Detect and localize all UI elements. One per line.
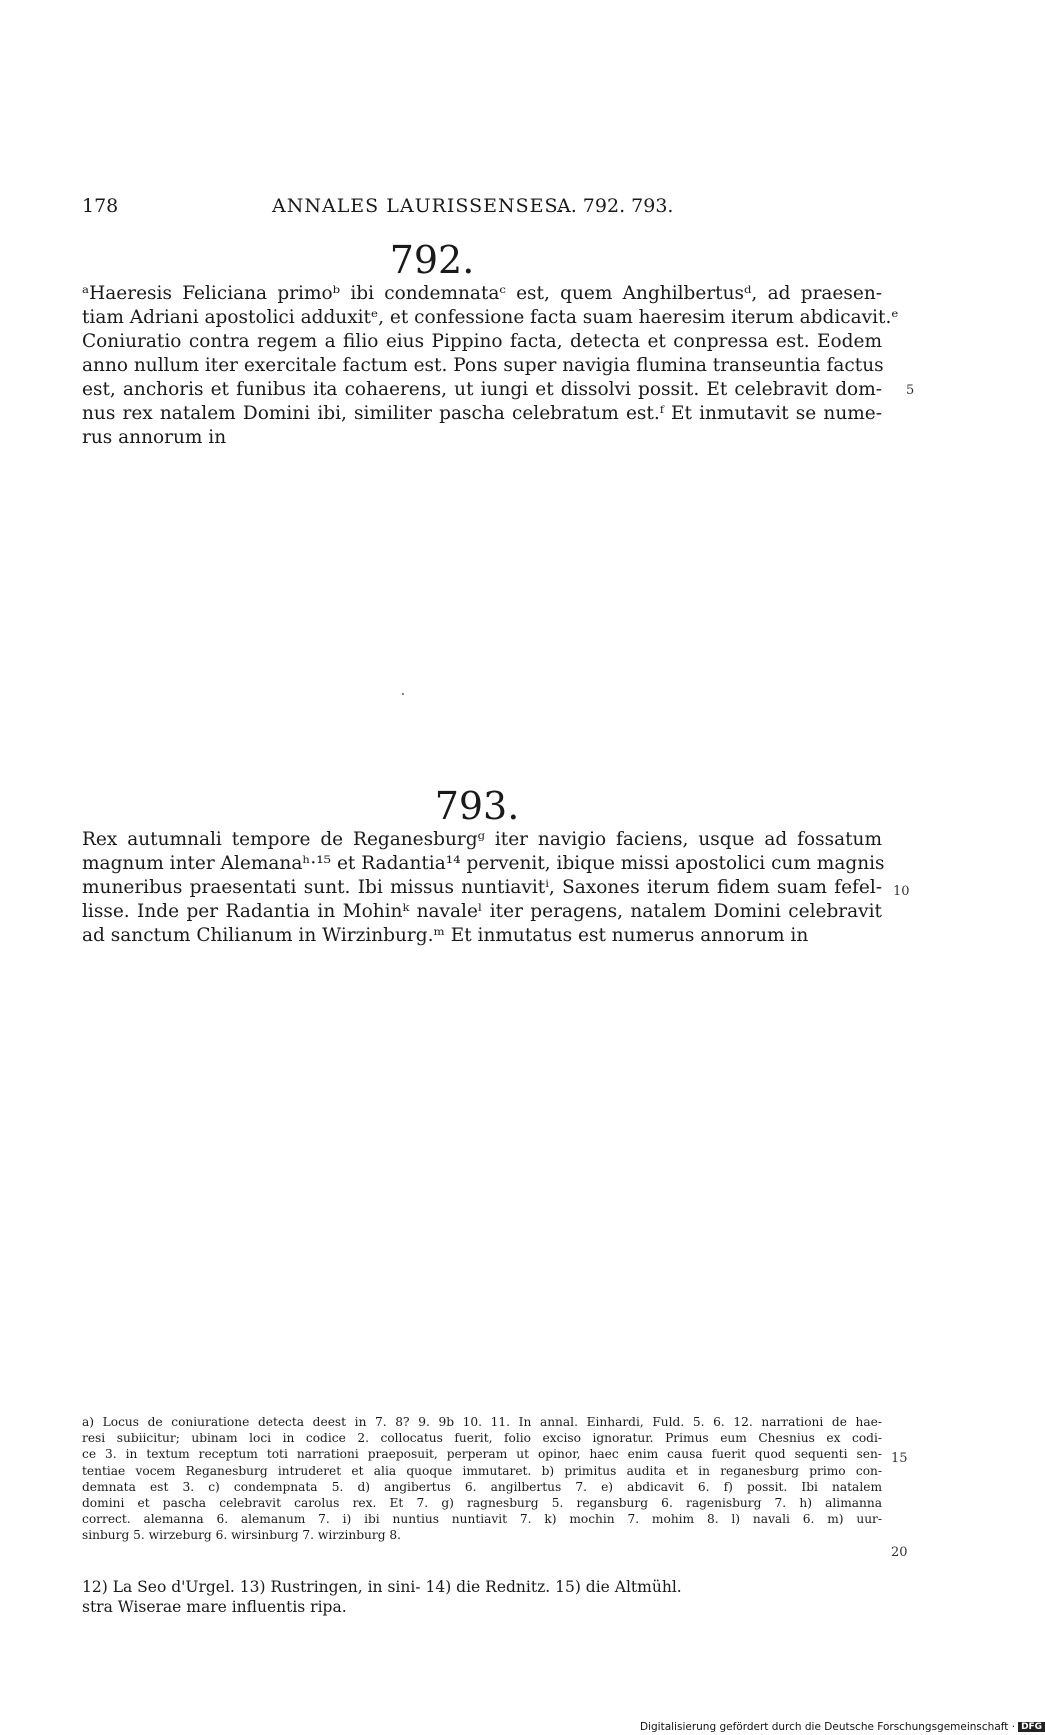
text-line: rus annorum in <box>82 427 227 448</box>
text-line: ᵃHaeresis Feliciana primoᵇ ibi condemnataᶜ est, quem Anghilbertusᵈ, ad praesen- <box>82 283 882 304</box>
year-heading-793: 793. <box>434 784 520 828</box>
text-line: tiam Adriani apostolici adduxitᵉ, et confessione facta suam haeresim iterum abdicavit.ᵉ <box>82 307 899 328</box>
text-line: anno nullum iter exercitale factum est. Pons super navigia flumina transeuntia factus <box>82 355 884 376</box>
running-header <box>82 195 702 219</box>
text-line: muneribus praesentati sunt. Ibi missus nuntiavitⁱ, Saxones iterum fidem suam fefel- <box>82 877 882 898</box>
text-line: est, anchoris et funibus ita cohaerens, ut iungi et dissolvi possit. Et celebravit dom- <box>82 379 882 400</box>
paragraph-793 <box>82 828 885 948</box>
critical-apparatus <box>82 1414 882 1544</box>
dfg-logo: DFG <box>1018 1722 1045 1732</box>
year-heading-792: 792. <box>389 238 475 282</box>
footnote-line: domini et pascha celebravit carolus rex. Et 7. g) ragnesburg 5. regansburg 6. ragenisburg 7. h) alimanna <box>82 1495 882 1510</box>
header-years: A. 792. 793. <box>557 195 674 217</box>
text-line: nus rex natalem Domini ibi, similiter pascha celebratum est.ᶠ Et inmutavit se nume- <box>82 403 882 424</box>
text-line: ad sanctum Chilianum in Wirzinburg.ᵐ Et inmutatus est numerus annorum in <box>82 925 809 946</box>
margin-line-number: 20 <box>891 1545 908 1560</box>
footnote-line: a) Locus de coniuratione detecta deest in 7. 8? 9. 9b 10. 11. In annal. Einhardi, Fuld. 5. 6. 12. narrationi de hae- <box>82 1415 882 1429</box>
digitization-credit <box>640 1721 1043 1735</box>
margin-line-number: 5 <box>906 383 915 398</box>
footnote-line: demnata est 3. c) condempnata 5. d) angibertus 6. angilbertus 7. e) abdicavit 6. f) possit. Ibi natalem <box>82 1479 882 1494</box>
footnote-line: ce 3. in textum receptum toti narrationi praeposuit, perperam ut opinor, haec enim causa fuerit quod sequenti sen- <box>82 1447 882 1462</box>
text-line: lisse. Inde per Radantia in Mohinᵏ navaleˡ iter peragens, natalem Domini celebravit <box>82 901 882 922</box>
historical-notes <box>82 1577 822 1617</box>
margin-line-number: 10 <box>893 884 910 899</box>
page-number: 178 <box>82 195 119 217</box>
stray-mark <box>402 693 404 695</box>
footnote-line: correct. alemanna 6. alemanum 7. i) ibi nuntius nuntiavit 7. k) mochin 7. mohim 8. l) navali 6. m) uur- <box>82 1512 882 1527</box>
note-line: stra Wiserae mare influentis ripa. <box>82 1598 347 1616</box>
text-line: Coniuratio contra regem a filio eius Pippino facta, detecta et conpressa est. Eodem <box>82 331 882 352</box>
credit-text: Digitalisierung gefördert durch die Deutsche Forschungsgemeinschaft · <box>640 1721 1016 1733</box>
margin-line-number: 15 <box>891 1451 908 1466</box>
paragraph-792 <box>82 282 899 450</box>
page-title: ANNALES LAURISSENSES. <box>272 195 565 217</box>
note-line: 12) La Seo d'Urgel. 13) Rustringen, in sini- 14) die Rednitz. 15) die Altmühl. <box>82 1578 682 1596</box>
text-line: magnum inter Alemanaʰ·¹⁵ et Radantia¹⁴ pervenit, ibique missi apostolici cum magnis <box>82 853 885 874</box>
footnote-line: sinburg 5. wirzeburg 6. wirsinburg 7. wirzinburg 8. <box>82 1528 402 1543</box>
text-line: Rex autumnali tempore de Reganesburgᵍ iter navigio faciens, usque ad fossatum <box>82 829 882 850</box>
footnote-line: tentiae vocem Reganesburg intruderet et alia quoque immutaret. b) primitus audita et in reganesburg primo con- <box>82 1463 882 1478</box>
footnote-line: resi subiicitur; ubinam loci in codice 2. collocatus fuerit, folio exciso ignoratur. Primus eum Chesnius ex codi- <box>82 1431 882 1446</box>
